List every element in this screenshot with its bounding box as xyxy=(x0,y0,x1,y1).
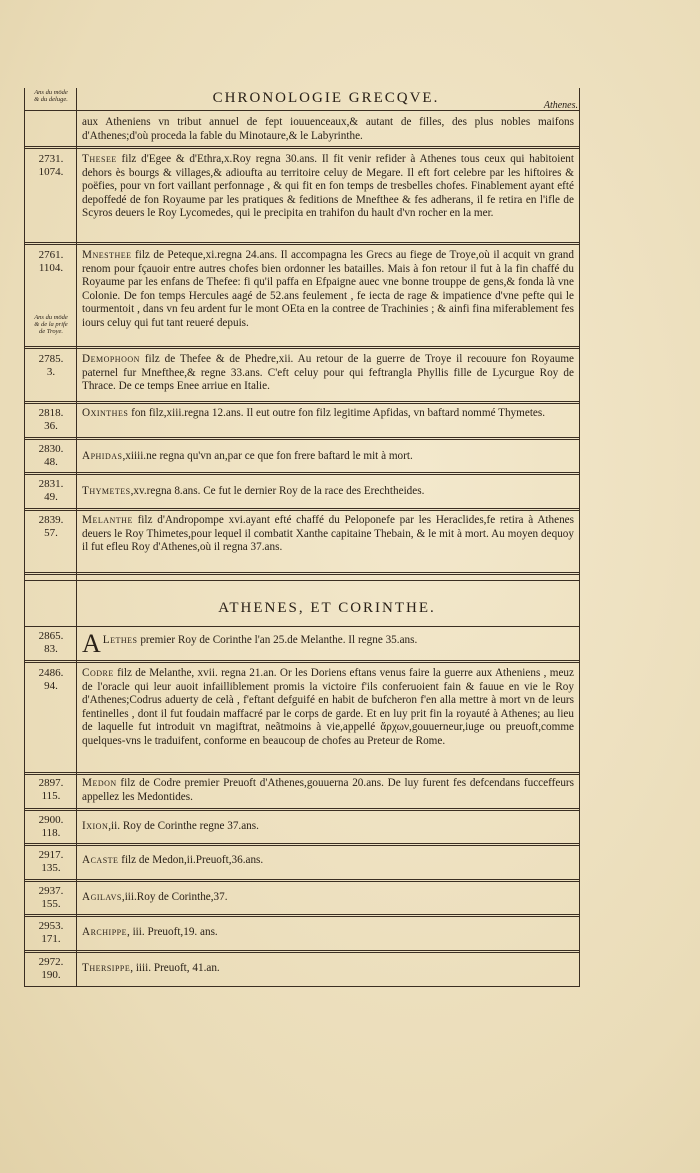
entry-year: 2937. 155. xyxy=(38,885,64,910)
entry-text: Mnesthee filz de Peteque,xi.regna 24.ans. Il accompagna les Grecs au fiege de Troye,où il acquit vn grand renom pour fçauoir entre autres chofes bien ordonner les batailles. Mais à fon retour il fut à la fin chaffé du Royaume par les enfans de Thefee: fi qu'il paffa en Efpaigne auec vne bonne trouppe de gens,& fonda là vne Colonie. De fon temps Hercules aagé de 52.ans feulement , fe iecta de rage & impatience d'vne pefte qui le tourmentoit , dans vn feu ardent fur le mont OEta en la contree de Trachinies ; & ainfi fina miferablement fes iours celuy qui fut tant reueré depuis. xyxy=(82,249,574,329)
entry-divider xyxy=(24,580,580,581)
section-rule xyxy=(24,626,580,627)
entry-year: 2831. 49. xyxy=(38,478,64,503)
date-column-rule xyxy=(76,88,77,986)
entry-divider xyxy=(24,879,580,882)
entry-divider xyxy=(24,346,580,349)
entry-lead: Melanthe xyxy=(82,514,133,526)
entry-text: Acaste filz de Medon,ii.Preuoft,36.ans. xyxy=(82,854,264,866)
entry-divider xyxy=(24,914,580,917)
entry-text: Codre filz de Melanthe, xvii. regna 21.an. Or les Doriens eftans venus faire la guerre aux Atheniens , meuz de l'oracle qui leur auoit infailliblement promis la victoire f'ils conferuoient fain & fauue en vie le Roy d'Athenes;Codrus aduerty de celà , f'eftant defguifé en habit de bufcheron f'en alla mettre à mort vn de leurs fentinelles , dont il fut foudain maffacré par le corps de garde. Et en luy prit fin la royauté à Athenes; au lieu de laquelle fut introduit vn magiftrat, neãtmoins à vie,appellé ἄρχων,gouuerneur,iuge ou preuoft,comme quelques-vns le traduifent, conforme en beaucoup de chofes au Preteur de Rome. xyxy=(82,667,574,747)
entry-year: 2953. 171. xyxy=(38,920,64,945)
entry-year: 2731. 1074. xyxy=(38,153,64,178)
entry-divider xyxy=(24,242,580,245)
entry-divider xyxy=(24,472,580,475)
entry-year: 2917. 135. xyxy=(38,849,64,874)
entry-text: Demophoon filz de Thefee & de Phedre,xii. Au retour de la guerre de Troye il recouure fon Royaume paternel fur Mnefthee,& regne 33.ans. C'eft celuy pour qui feftrangla Phyllis fille de Lycurgue Roy de Thrace. De ce temps Enee arriue en Italie. xyxy=(82,353,574,393)
entry-text: Thesee filz d'Egee & d'Ethra,x.Roy regna 30.ans. Il fit venir refider à Athenes tous ceux qui habitoient dehors ès bourgs & villages,& adioufta au territoire celuy de Megare. Il eft fort celebre par les hiftoires & poëfies, pour vn fort vaillant perfonnage , & qui fit en fon temps de tresbelles chofes. Finablement ayant efté depoffedé de fon Royaume par les pratiques & feditions de Mnefthee & fes adherans, il fe retira en l'ifle de Scyros deuers le Roy Lycomedes, qui le precipita en trahifon du hault d'vn rocher en la mer. xyxy=(82,153,574,220)
entry-lead: Archippe xyxy=(82,926,127,938)
entry-text: Ixion,ii. Roy de Corinthe regne 37.ans. xyxy=(82,820,259,832)
side-note: Ans du mōde & de la prife de Troye. xyxy=(34,314,68,335)
running-title: CHRONOLOGIE GRECQVE. xyxy=(212,90,440,106)
corner-label: Ans du mōde & du deluge. xyxy=(34,89,68,103)
entry-lead: Thersippe xyxy=(82,962,131,974)
entry-year: 2865. 83. xyxy=(38,630,64,655)
entry-lead: Lethes xyxy=(102,634,138,646)
entry-divider xyxy=(24,660,580,663)
entry-divider xyxy=(24,950,580,953)
entry-text: Archippe, iii. Preuoft,19. ans. xyxy=(82,926,218,938)
entry-lead: Mnesthee xyxy=(82,249,132,261)
section-title: ATHENES, ET CORINTHE. xyxy=(218,600,436,616)
entry-year: 2761. 1104. xyxy=(38,249,64,274)
entry-divider xyxy=(24,437,580,440)
entry-text: Thersippe, iiii. Preuoft, 41.an. xyxy=(82,962,220,974)
entry-lead: Ixion xyxy=(82,820,109,832)
entry-lead: Agilavs xyxy=(82,891,122,903)
entry-text: A Lethes premier Roy de Corinthe l'an 25.de Melanthe. Il regne 35.ans. xyxy=(82,629,418,658)
entry-year: 2785. 3. xyxy=(38,353,64,378)
entry-divider xyxy=(24,808,580,811)
entry-text: aux Atheniens vn tribut annuel de fept iouuenceaux,& autant de filles, des plus nobles maifons d'Athenes;d'où proceda la fable du Minotaure,& le Labyrinthe. xyxy=(82,116,574,142)
entry-text: Melanthe filz d'Andropompe xvi.ayant efté chaffé du Peloponefe par les Heraclides,fe retira à Athenes deuers le Roy Thimetes,pour lequel il combatit Xanthe capitaine Thebain, & le mit à mort. Au moyen dequoy il fut efleu Roy d'Athenes,où il regna 37.ans. xyxy=(82,514,574,554)
entry-lead: Aphidas xyxy=(82,450,123,462)
entry-divider xyxy=(24,572,580,575)
entry-divider xyxy=(24,772,580,775)
entry-year: 2818. 36. xyxy=(38,407,64,432)
entry-text: Aphidas,xiiii.ne regna qu'vn an,par ce que fon frere baftard le mit à mort. xyxy=(82,450,413,462)
drop-cap: A xyxy=(82,629,101,658)
entry-lead: Acaste xyxy=(82,854,119,866)
entry-divider xyxy=(24,401,580,404)
entry-lead: Demophoon xyxy=(82,353,140,365)
entry-year: 2972. 190. xyxy=(38,956,64,981)
entry-text: Oxinthes fon filz,xiii.regna 12.ans. Il eut outre fon filz legitime Apfidas, vn baftard nommé Thymetes. xyxy=(82,407,546,419)
running-section: Athenes. xyxy=(543,100,578,111)
entry-lead: Thesee xyxy=(82,153,117,165)
entry-lead: Medon xyxy=(82,777,117,789)
entry-text: Agilavs,iii.Roy de Corinthe,37. xyxy=(82,891,228,903)
entry-year: 2839. 57. xyxy=(38,514,64,539)
entry-lead: Codre xyxy=(82,667,114,679)
header-rule xyxy=(24,110,580,111)
entry-year: 2486. 94. xyxy=(38,667,64,692)
entry-lead: Thymetes xyxy=(82,485,131,497)
entry-year: 2900. 118. xyxy=(38,814,64,839)
entry-text: Medon filz de Codre premier Preuoft d'Athenes,gouuerna 20.ans. De luy furent fes defcendans fucceffeurs appellez les Medontides. xyxy=(82,777,574,803)
entry-lead: Oxinthes xyxy=(82,407,129,419)
entry-year: 2897. 115. xyxy=(38,777,64,802)
entry-divider xyxy=(24,146,580,149)
entry-divider xyxy=(24,843,580,846)
entry-text: Thymetes,xv.regna 8.ans. Ce fut le dernier Roy de la race des Erechtheides. xyxy=(82,485,425,497)
entry-divider xyxy=(24,508,580,511)
entry-year: 2830. 48. xyxy=(38,443,64,468)
